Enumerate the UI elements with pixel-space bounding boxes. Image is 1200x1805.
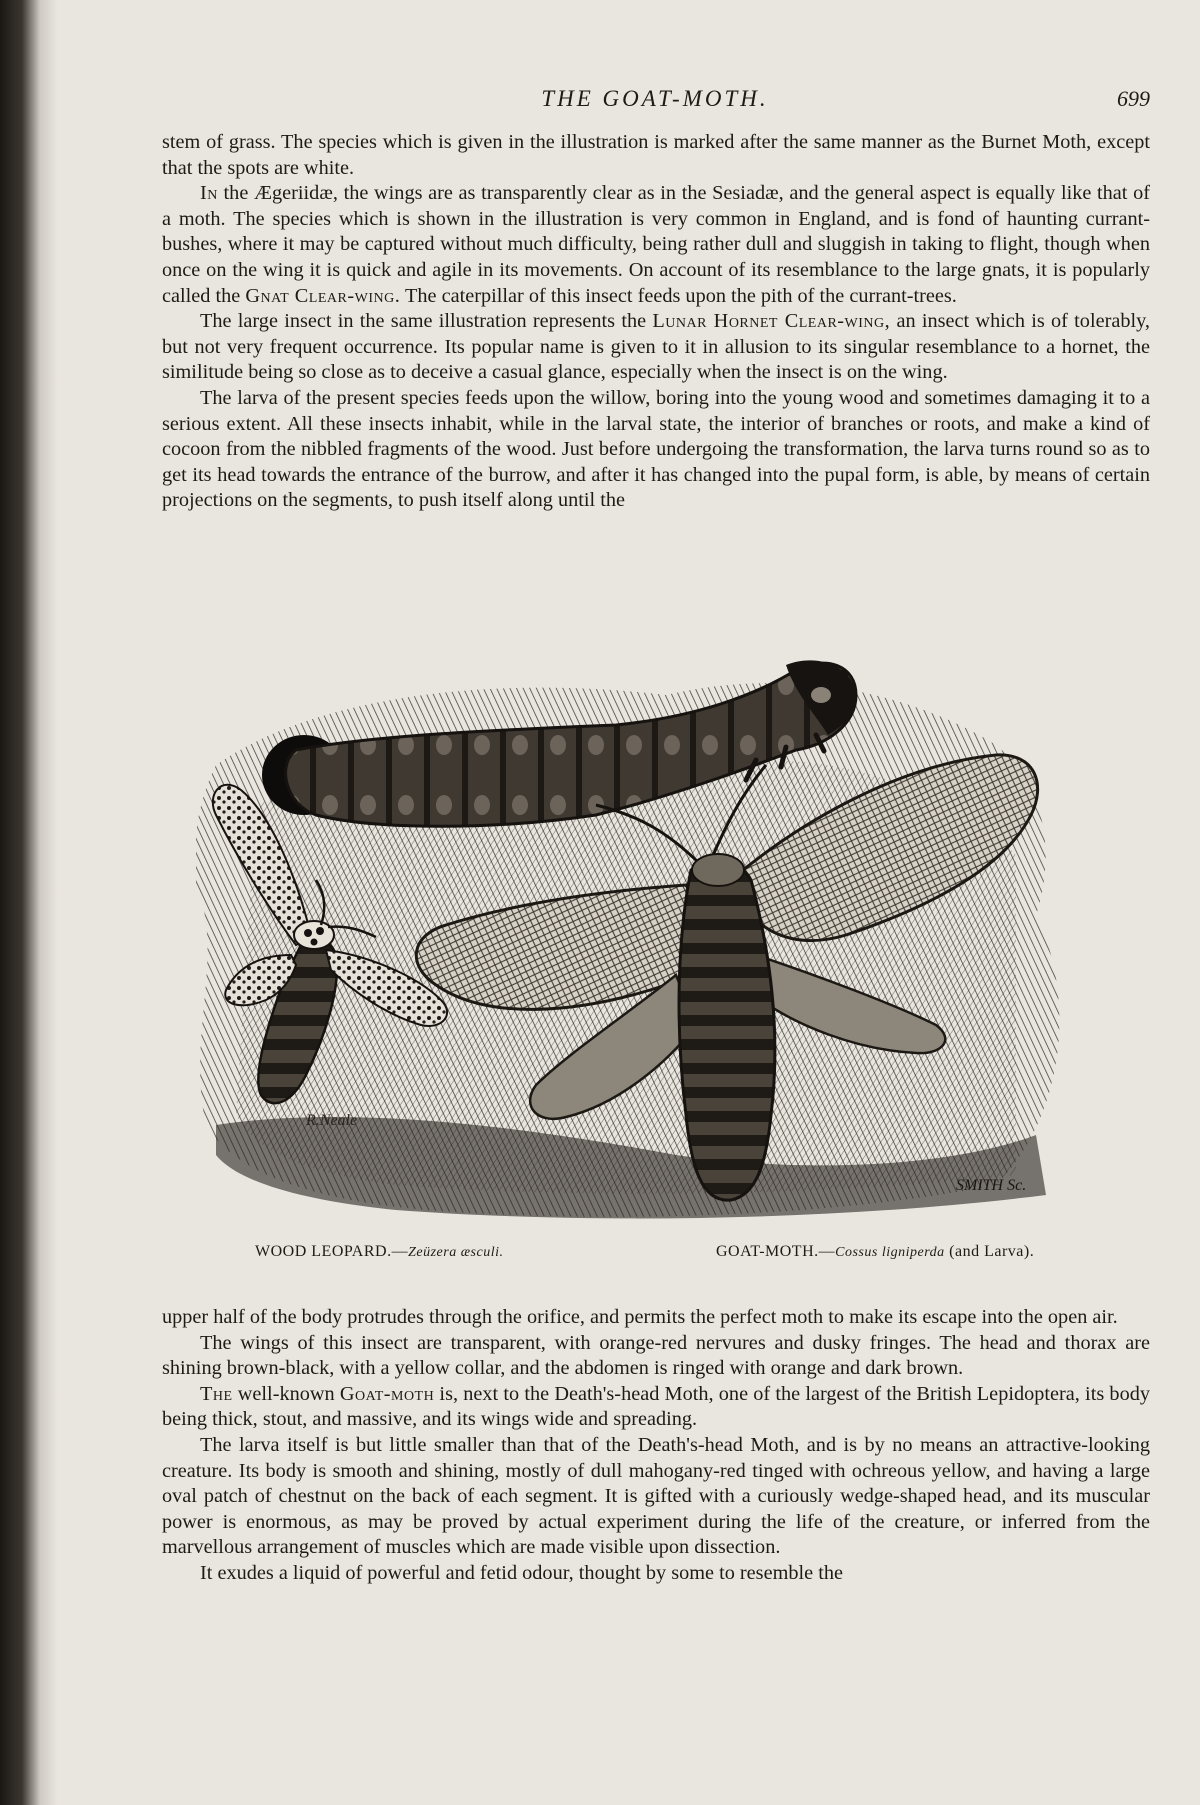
- paragraph: [162, 181, 1150, 309]
- signature-left: R.Neale: [306, 1112, 358, 1129]
- caption-goat-moth: [716, 1243, 1034, 1261]
- engraving-illustration: [196, 655, 1126, 1235]
- text-run: stem of grass. The species which is given in the illustration is marked after the same manner as the Burnet Moth, except that the spots are white.: [162, 131, 1150, 179]
- text-run: The large insect in the same illustration represents the: [200, 310, 653, 333]
- small-caps-text: Gnat Clear-wing.: [245, 284, 401, 307]
- small-caps-text: In: [200, 182, 218, 205]
- running-title: THE GOAT-MOTH.: [541, 86, 769, 111]
- signature-right: SMITH Sc.: [956, 1177, 1027, 1194]
- paragraph: [162, 130, 1150, 181]
- text-run: well-known: [232, 1382, 340, 1405]
- text-run: upper half of the body protrudes through the orifice, and permits the perfect moth to make its escape into the open air.: [162, 1306, 1118, 1328]
- running-header: [160, 86, 1150, 116]
- small-caps-text: Lunar Hornet Clear-wing,: [652, 310, 891, 333]
- paragraph: [162, 1433, 1150, 1561]
- caption-wood-leopard: [255, 1243, 503, 1261]
- text-run: is, next to the Death's-head Moth, one of the largest of the British Lepidoptera, its body being thick, stout, and massive, and its wings wide and spreading.: [162, 1382, 1150, 1431]
- paragraph: [162, 1382, 1150, 1433]
- caption-left-latin: Zeüzera æsculi.: [408, 1245, 504, 1260]
- small-caps-text: The: [200, 1382, 233, 1405]
- gutter-shadow: [40, 0, 58, 1805]
- body-text-top: [162, 130, 1150, 514]
- body-text-bottom: [162, 1305, 1150, 1587]
- text-run: an insect which is of tolerably, but not very frequent occurrence. Its popular name is given to it in allusion to its singular resemblance to a hornet, the similitude being so close as to deceive a casual glance, especially when the insect is on the wing.: [162, 310, 1151, 384]
- caption-right-latin: Cossus ligniperda: [835, 1245, 945, 1260]
- text-run: The larva itself is but little smaller than that of the Death's-head Moth, and is by no means an attractive-looking creature. Its body is smooth and shining, mostly of dull mahogany-red tinged with ochreous yellow, and having a large oval patch of chestnut on the back of each segment. It is gifted with a curiously wedge-shaped head, and its muscular power is enormous, as may be proved by actual experiment during the life of the creature, or inferred from the marvellous arrangement of muscles which are made visible upon dissection.: [162, 1433, 1150, 1559]
- paragraph: [162, 309, 1150, 386]
- paragraph: [162, 386, 1150, 514]
- caption-left-name: WOOD LEOPARD.—: [255, 1243, 409, 1260]
- paragraph: [162, 1561, 1150, 1587]
- text-run: The wings of this insect are transparent, with orange-red nervures and dusky fringes. The head and thorax are shining brown-black, with a yellow collar, and the abdomen is ringed with orange and dark brown.: [162, 1331, 1150, 1380]
- paragraph: [162, 1305, 1150, 1331]
- text-run: It exudes a liquid of powerful and fetid odour, thought by some to resemble the: [200, 1561, 843, 1584]
- paragraph: [162, 1331, 1150, 1382]
- page-number: 699: [1117, 86, 1150, 111]
- book-gutter: [0, 0, 40, 1805]
- caption-right-suffix: (and Larva).: [944, 1243, 1035, 1260]
- text-run: The caterpillar of this insect feeds upon the pith of the currant-trees.: [400, 284, 957, 307]
- text-run: The larva of the present species feeds upon the willow, boring into the young wood and sometimes damaging it to a serious extent. All these insects inhabit, while in the larval state, the interior of branches or roots, and make a kind of cocoon from the nibbled fragments of the wood. Just before undergoing the transformation, the larva turns round so as to get its head towards the entrance of the burrow, and after it has changed into the pupal form, is able, by means of certain projections on the segments, to push itself along until the: [162, 386, 1150, 512]
- text-run: the Ægeriidæ, the wings are as transparently clear as in the Sesiadæ, and the general aspect is equally like that of a moth. The species which is shown in the illustration is very common in England, and is fond of haunting currant-bushes, where it may be captured without much difficulty, being rather dull and sluggish in taking to flight, though when once on the wing it is quick and agile in its movements. On account of its resemblance to the large gnats, it is popularly called the: [162, 182, 1150, 307]
- small-caps-text: Goat-moth: [339, 1382, 435, 1405]
- caption-right-name: GOAT-MOTH.—: [716, 1243, 836, 1260]
